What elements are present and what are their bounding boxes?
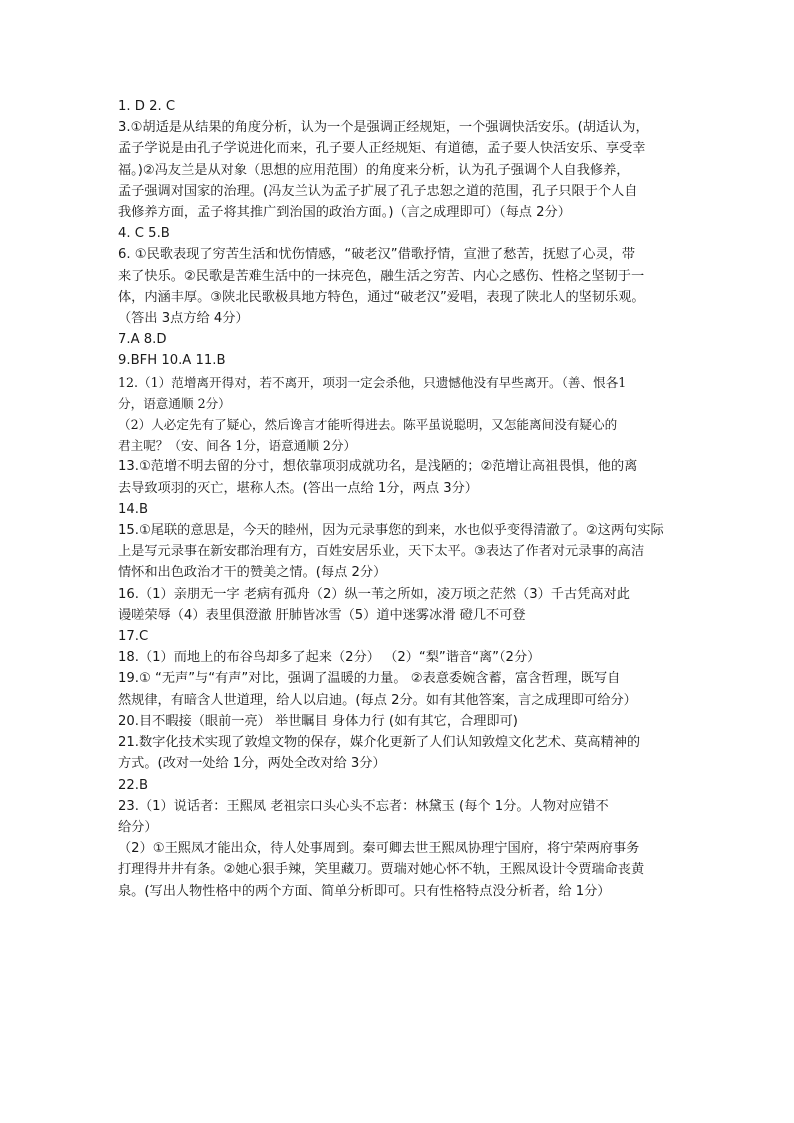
answer-line-14: 14.B <box>118 501 149 517</box>
answer-line-15a: 15.①尾联的意思是，今天的睦州，因为元录事您的到来，水也似乎变得清澈了。②这两句实际 <box>118 523 664 539</box>
answer-line-12c: （2）人必定先有了疑心，然后谗言才能听得进去。陈平虽说聪明，又怎能离间没有疑心的 <box>118 417 618 433</box>
answer-line-21b: 方式。(改对一处给 1分，两处全改对给 3分） <box>118 756 386 772</box>
answer-line-17: 17.C <box>118 629 149 645</box>
answer-line-16a: 16.（1）亲朋无一字 老病有孤舟（2）纵一苇之所如，凌万顷之茫然（3）千古凭高对此 <box>118 586 630 602</box>
answer-line-12d: 君主呢？（安、间各 1分，语意通顺 2分） <box>118 438 357 454</box>
answer-line-22: 22.B <box>118 777 149 793</box>
answer-line-13b: 去导致项羽的灭亡，堪称人杰。(答出一点给 1分，两点 3分） <box>118 480 478 496</box>
answer-line-23b: 给分） <box>118 819 158 835</box>
answer-line-3b: 孟子学说是由孔子学说进化而来，孔子要人正经规矩、有道德，孟子要人快活安乐、享受幸 <box>118 141 646 157</box>
answer-line-1-2: 1. D 2. C <box>118 99 176 114</box>
answer-line-7-8: 7.A 8.D <box>118 332 167 348</box>
answer-line-6c: 体，内涵丰厚。③陕北民歌极具地方特色，通过“破老汉”爱唱，表现了陕北人的坚韧乐观。 <box>118 289 645 305</box>
answer-line-19b: 然规律，有暗含人世道理，给人以启迪。(每点 2分。如有其他答案，言之成理即可给分） <box>118 692 637 708</box>
answer-line-18: 18.（1）而地上的布谷鸟却多了起来（2分） （2）“梨”谐音“离”（2分） <box>118 650 541 666</box>
answer-line-3e: 我修养方面，孟子将其推广到治国的政治方面。)（言之成理即可）（每点 2分） <box>118 205 571 221</box>
answer-line-6a: 6. ①民歌表现了穷苦生活和忧伤情感，“破老汉”借歌抒情，宣泄了愁苦，抚慰了心灵，带 <box>118 247 636 263</box>
answer-line-3c: 福。)②冯友兰是从对象（思想的应用范围）的角度来分析，认为孔子强调个人自我修养， <box>118 162 630 178</box>
answer-line-3a: 3.①胡适是从结果的角度分析，认为一个是强调正经规矩，一个强调快活安乐。(胡适认为， <box>118 120 649 136</box>
answer-key-page <box>118 96 678 902</box>
answer-line-23a: 23.（1）说话者：王熙凤 老祖宗口头心头不忘者：林黛玉 (每个 1分。人物对应错不 <box>118 798 609 814</box>
answer-line-15c: 情怀和出色政治才干的赞美之情。(每点 2分） <box>118 565 387 581</box>
answer-line-16b: 谩嗟荣辱（4）表里俱澄澈 肝肺皆冰雪（5）道中迷雾冰滑 磴几不可登 <box>118 607 526 623</box>
answer-line-6b: 来了快乐。②民歌是苦难生活中的一抹亮色，融生活之穷苦、内心之感伤、性格之坚韧于一 <box>118 268 645 284</box>
answer-line-6d: （答出 3点方给 4分） <box>118 311 249 327</box>
answer-line-20: 20.目不暇接（眼前一亮） 举世瞩目 身体力行 (如有其它，合理即可) <box>118 713 518 729</box>
answer-line-12b: 分，语意通顺 2分） <box>118 395 231 411</box>
answer-line-13a: 13.①范增不明去留的分寸，想依靠项羽成就功名，是浅陋的；②范增让高祖畏惧，他的离 <box>118 459 638 475</box>
answer-line-15b: 上是写元录事在新安郡治理有方，百姓安居乐业，天下太平。③表达了作者对元录事的高洁 <box>118 544 645 560</box>
answer-line-4-5: 4. C 5.B <box>118 226 170 242</box>
answer-line-3d: 孟子强调对国家的治理。(冯友兰认为孟子扩展了孔子忠恕之道的范围，孔子只限于个人自 <box>118 183 638 199</box>
answer-line-23c: （2）①王熙凤才能出众，待人处事周到。秦可卿去世王熙凤协理宁国府，将宁荣两府事务 <box>118 841 640 857</box>
answer-line-23e: 泉。(写出人物性格中的两个方面、简单分析即可。只有性格特点没分析者，给 1分） <box>118 883 611 899</box>
answer-line-23d: 打理得井井有条。②她心狠手辣，笑里藏刀。贾瑞对她心怀不轨，王熙凤设计令贾瑞命丧黄 <box>118 862 645 878</box>
answer-line-9-11: 9.BFH 10.A 11.B <box>118 353 226 369</box>
answer-line-12a: 12.（1）范增离开得对，若不离开，项羽一定会杀他，只遗憾他没有早些离开。（善、恨各1 <box>118 374 627 390</box>
answer-line-21a: 21.数字化技术实现了敦煌文物的保存，媒介化更新了人们认知敦煌文化艺术、莫高精神的 <box>118 735 641 751</box>
answer-line-19a: 19.① “无声”与“有声”对比，强调了温暖的力量。 ②表意委婉含蓄，富含哲理，既写自 <box>118 671 621 687</box>
